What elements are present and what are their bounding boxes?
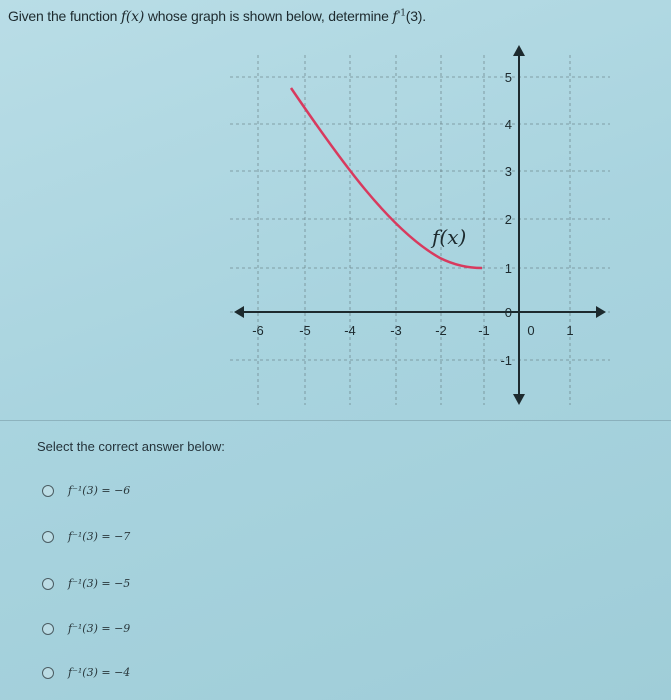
radio-button[interactable] [42,578,54,590]
x-tick-label: -5 [299,323,311,338]
y-tick-label: 4 [504,117,512,132]
x-tick-label: -3 [390,323,402,338]
radio-button[interactable] [42,485,54,497]
answer-option-label: f⁻¹(3) = −9 [68,622,131,635]
answer-option-label: f⁻¹(3) = −6 [68,484,131,497]
x-tick-label: -1 [478,323,490,338]
function-label: f(x) [432,225,467,249]
y-tick-label: 1 [504,261,512,276]
answer-option[interactable] [42,622,130,635]
answer-option[interactable] [42,484,130,497]
question-function: f(x) [120,9,145,25]
x-tick-label: -2 [435,323,447,338]
answer-option-label: f⁻¹(3) = −4 [68,666,131,679]
answer-option[interactable] [42,577,130,590]
y-axis-down-arrow [513,394,525,405]
x-tick-label: 1 [566,323,574,338]
question-middle: whose graph is shown below, determine [144,8,393,24]
x-tick-label: -6 [252,323,264,338]
radio-button[interactable] [42,623,54,635]
y-axis-up-arrow [513,45,525,56]
x-axis-left-arrow [234,306,244,318]
y-tick-label: 2 [504,212,512,227]
answer-prompt: Select the correct answer below: [37,439,225,454]
y-tick-label: 0 [504,305,512,320]
answer-option-label: f⁻¹(3) = −5 [68,577,131,590]
x-tick-label: -4 [344,323,356,338]
question-argument: (3). [405,8,426,24]
question-inverse: $f^{-1}$ [392,8,406,25]
y-tick-label: 3 [504,164,512,179]
answer-option[interactable] [42,666,130,679]
answer-option[interactable] [42,530,130,543]
answer-option-label: f⁻¹(3) = −7 [68,530,131,543]
x-tick-labels [252,323,573,338]
graph-grid [230,55,610,405]
y-tick-label: 5 [504,70,512,85]
radio-button[interactable] [42,531,54,543]
divider-line [0,420,671,421]
y-tick-label: -1 [500,353,512,368]
x-tick-label: 0 [527,323,535,338]
radio-button[interactable] [42,667,54,679]
x-axis-right-arrow [596,306,606,318]
question-prefix: Given the function [8,8,121,24]
